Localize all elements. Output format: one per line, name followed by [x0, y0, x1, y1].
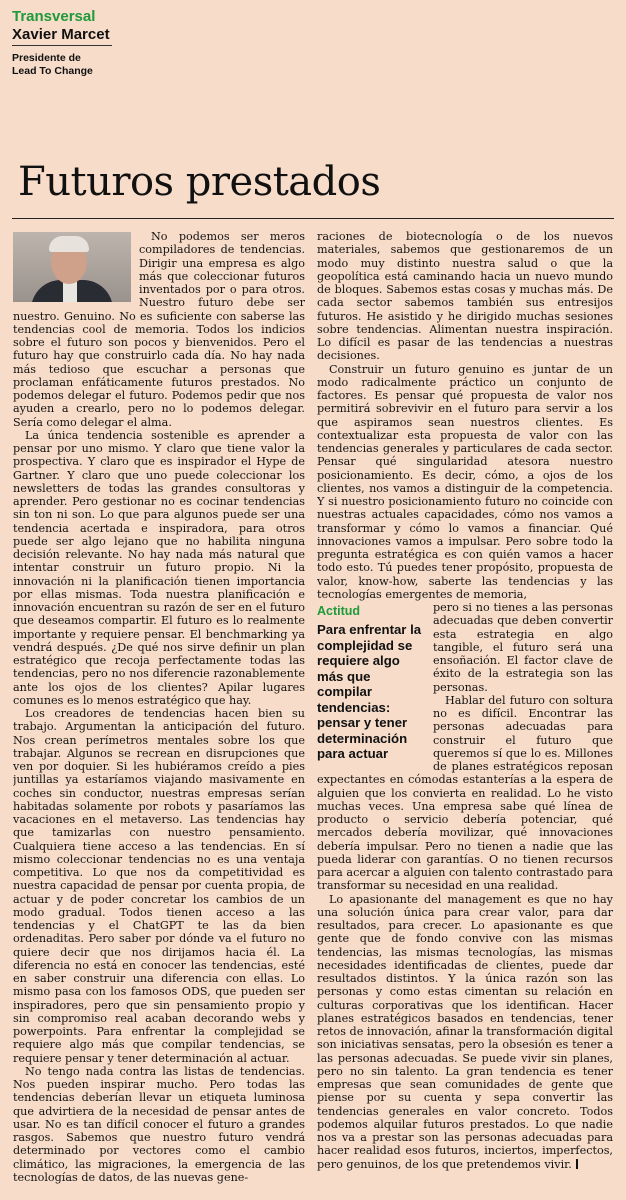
paragraph: pero si no tienes a las personas adecuadas que deben convertir esta estrategia en algo tangible, el futuro será una ensoñación. El factor clave de éxito de la estrategia son las personas. [433, 601, 613, 694]
article-column-2 [317, 230, 613, 1190]
author-photo [13, 232, 131, 302]
paragraph-text: Lo apasionante del management es que no hay una solución única para crear valor, para dar resultados, para crecer. Lo apasionante es que gente que de fondo convive con las mismas tendencias, las mismas tecnologías, las mismas necesidades identificadas de clientes, puede dar resultados distintos. Y la única razón son las personas y como estas cimentan su relación en culturas corporativas que los identifican. Hacer planes estratégicos basados en tendencias, tener retos de innovación, afinar la transformación digital son iniciativas sensatas, pero la obsesión es tener a las personas adecuadas. Se puede vivir sin planes, pero no sin talento. La gran tendencia es tener empresas que sean comunidades de gente que piense por su cuenta y sepa convertir las tendencias generales en valor concreto. Todos podemos alquilar futuros prestados. Lo que nadie nos va a prestar son las personas adecuadas para hacer realidad esos futuros, inciertos, imperfectos, pero genuinos, de los que pretendemos vivir. [317, 892, 613, 1171]
paragraph: No podemos ser meros compiladores de tendencias. Dirigir una empresa es algo más que coleccionar futuros inventados por o para otros. Nuestro futuro debe ser nuestro. Genuino. No es suficiente con saberse las tendencias cool de memoria. Todos los indicios sobre el futuro son pocos y bienvenidos. Pero el futuro hay que construirlo cada día. No hay nada más tedioso que escuchar a personas que proclaman enfáticamente futuros prestados. No podemos delegar el futuro. Podemos pedir que nos ayuden a crearlo, pero no lo podemos delegar. Sería como delegar el alma. [13, 230, 305, 429]
article-column-1 [13, 230, 305, 1190]
end-mark [576, 1159, 578, 1169]
section-label: Transversal [12, 8, 96, 25]
paragraph: La única tendencia sostenible es aprender a pensar por uno mismo. Y claro que tiene valor la prospectiva. Y claro que es inspirador el Hype de Gartner. Y claro que uno puede coleccionar los newsletters de todas las grandes consultoras y aprender. Pero gestionar no es cocinar tendencias sin ton ni son. Lo que para algunos puede ser una tendencia acertada e inspiradora, para otros puede ser algo lejano que no habilita ninguna decisión relevante. No hay nada más natural que intentar construir un futuro propio. Ni la innovación ni la planificación tienen importancia por ellas mismas. Toda nuestra planificación e innovación encuentran su razón de ser en el futuro que deseamos compartir. El futuro es lo realmente importante y requiere pensar. El benchmarking ya vendrá después. ¿De qué nos sirve definir un plan estratégico que recoja perfectamente todas las tendencias, pero no nos diferencie razonablemente ante los ojos de los clientes? Apilar lugares comunes es lo menos estratégico que hay. [13, 428, 305, 707]
headline-divider [12, 218, 614, 219]
article-header [0, 0, 626, 120]
paragraph: No tengo nada contra las listas de tendencias. Nos pueden inspirar mucho. Pero todas las tendencias deberían llevar un etiqueta luminosa que advirtiera de la necesidad de pensar antes de usar. No es tan difícil conocer el futuro a grandes rasgos. Sabemos que nuestro futuro vendrá determinado por vectores como el cambio climático, las migraciones, la emergencia de las tecnologías de datos, de las nuevas gene- [13, 1064, 305, 1184]
author-name: Xavier Marcet [12, 26, 110, 43]
pullquote-label: Actitud [317, 604, 361, 618]
author-role-line: Lead To Change [12, 65, 93, 77]
author-role [12, 52, 152, 78]
paragraph [317, 893, 613, 1171]
paragraph: Hablar del futuro con soltura no es difícil. Encontrar las personas adecuadas para construir el futuro que queremos sí que lo es. Millones de planes estratégicos reposan expectantes en cómodas estanterías a la espera de alguien que los convierta en realidad. Lo he visto muchas veces. Una empresa sabe qué línea de producto o servicio debería potenciar, qué mercados debería movilizar, qué innovaciones debería impulsar. Pero no tienen a nadie que las pueda liderar con garantías. O no tienen recursos para acercar a alguien con talento contrastado para transformar su necesidad en una realidad. [317, 693, 613, 893]
headline: Futuros prestados [18, 159, 381, 205]
divider [12, 45, 112, 46]
pullquote [317, 605, 425, 762]
paragraph: Los creadores de tendencias hacen bien su trabajo. Argumentan la anticipación del futuro. Nos crean perímetros mentales sobre los que trabajar. Algunos se recrean en disrupciones que ven por doquier. Si les hubiéramos creído a pies juntillas ya estaríamos viajando masivamente en coches sin conductor, nuestras empresas serían habitadas solamente por robots y pasaríamos las vacaciones en el metaverso. Las tendencias hay que tamizarlas con nuestro pensamiento. Cualquiera tiene acceso a las tendencias. En sí mismo coleccionar tendencias no es una ventaja competitiva. Lo que nos da competitividad es nuestra capacidad de pensar por cuenta propia, de actuar y de poder concretar los cambios de un modo gradual. Todos tienen acceso a las tendencias y el ChatGPT te las da bien ordenaditas. Pero saber por dónde va el futuro no quiere decir que nos dirijamos hacia él. La diferencia no está en conocer las tendencias, esté en saber construir una diferencia con ellas. Lo mismo pasa con los famosos ODS, que pueden ser inspiradores, pero que sin pensamiento propio y sin compromiso real acaban decorando webs y powerpoints. Para enfrentar la complejidad se requiere algo más que compilar tendencias, se requiere pensar y tener determinación al actuar. [13, 707, 305, 1065]
author-role-line: Presidente de [12, 52, 81, 64]
paragraph: raciones de biotecnología o de los nuevos materiales, sabemos que gestionaremos de un modo muy distinto nuestra salud o que la geopolítica está caminando hacia un nuevo mundo de bloques. Sabemos estas cosas y muchas más. De cada sector sabemos también sus entresijos futuros. He asistido y he dirigido muchas sesiones sobre tendencias. Alimentan nuestra inspiración. Lo difícil es pasar de las tendencias a nuestras decisiones. [317, 230, 613, 363]
pullquote-text: Para enfrentar la complejidad se requiere algo más que compilar tendencias: pensar y tener determinación para actuar [317, 622, 422, 762]
paragraph: Construir un futuro genuino es juntar de un modo radicalmente práctico un conjunto de factores. Es pensar qué propuesta de valor nos permitirá sobrevivir en el futuro para servir a los que aspiramos sean nuestros clientes. Es contextualizar esta propuesta de valor con las tendencias generales y particulares de cada sector. Pensar qué singularidad atesora nuestro posicionamiento. Es decir, cómo, a ojos de los clientes, nos vamos a distinguir de la competencia. Y si nuestro posicionamiento futuro no coincide con nuestras actuales capacidades, cómo nos vamos a transformar y cómo lo vamos a financiar. Qué innovaciones vamos a impulsar. Pero sobre todo la pregunta estratégica es con quién vamos a hacer todo esto. Tú puedes tener propósito, propuesta de valor, know-how, saberte las tendencias y las tecnologías emergentes de memoria, [317, 362, 613, 601]
